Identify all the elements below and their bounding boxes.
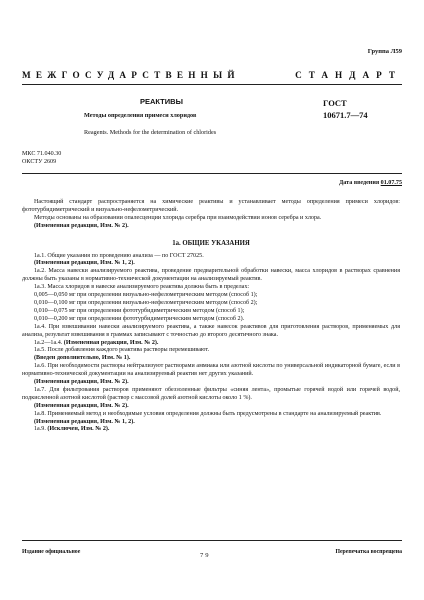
range-item: 0,010—0,200 мг при определении фототурбидиметрическим методом (способ 2). <box>34 315 245 322</box>
edit-note: (Введен дополнительно, Изм. № 1). <box>34 355 131 362</box>
edit-note-combined: 1а.2—1а.4. (Измененная редакция, Изм. № 2). <box>34 339 159 346</box>
date-label: Дата введения <box>339 180 380 186</box>
edit-note: (Измененная редакция, Изм. № 2). <box>34 222 129 229</box>
clause-excluded: 1а.9. (Исключен, Изм. № 2). <box>34 426 110 433</box>
clause: 1а.2. Масса навески анализируемого реактива, проведение предварительной обработки навески, масса хлоридов в растворах сравнения должны быть указаны в нормативно-технической документации на анализируемый реактив. <box>22 268 400 283</box>
edit-note: (Измененная редакция, Изм. № 2). <box>34 379 129 386</box>
intro-paragraph: Настоящий стандарт распространяется на химические реактивы и устанавливает методы определения примеси хлоридов: фототурбидиметрический и визуально-нефелометрический. <box>22 199 400 213</box>
clause: 1а.5. После добавления каждого реактива растворы перемешивают. <box>34 347 210 354</box>
clause: 1а.1. Общие указания по проведению анализа — по ГОСТ 27025. <box>34 252 204 259</box>
clause: 1а.3. Масса хлоридов в навеске анализируемого реактива должна быть в пределах: <box>34 284 250 291</box>
section-heading: 1а. ОБЩИЕ УКАЗАНИЯ <box>172 239 250 247</box>
range-item: 0,010—0,075 мг при определении фототурбидиметрическим методом (способ 1); <box>34 307 245 314</box>
document-subtitle-ru: Методы определения примеси хлоридов <box>84 112 197 119</box>
edit-note: (Измененная редакция, Изм. № 1, 2). <box>34 260 135 267</box>
edit-note: (Измененная редакция, Изм. № 1, 2). <box>34 418 135 425</box>
document-subtitle-en: Reagents. Methods for the determination of chlorides <box>84 129 217 136</box>
page-number: 79 <box>200 552 211 559</box>
clause: 1а.4. При взвешивании навески анализируемого реактива, а также навесок реактивов для приготовления растворов, применяемых для анализа, результат взвешивания в граммах записывают с точностью до второго десятичного знака. <box>22 323 400 338</box>
effective-date <box>339 180 402 186</box>
footer-reprint: Перепечатка воспрещена <box>335 549 402 555</box>
classification-codes <box>22 150 61 166</box>
okstu-code: ОКСТУ 2609 <box>22 159 57 165</box>
range-item: 0,010—0,100 мг при определении визуально-нефелометрическим методом (способ 2); <box>34 299 258 306</box>
intro-paragraph: Методы основаны на образовании опалесценции хлорида серебра при взаимодействии ионов серебра и хлора. <box>34 214 322 221</box>
range-item: 0,005—0,050 мг при определении визуально-нефелометрическим методом (способ 1); <box>34 292 258 299</box>
header-rule <box>22 173 402 174</box>
clause: 1а.7. Для фильтрования растворов применяют обеззоленные фильтры «синяя лента», промытые горячей водой или горячей водой, подкисленной азотной кислотой (раствор с массовой долей азотной кислоты около 1 %). <box>22 386 400 401</box>
edit-note: (Измененная редакция, Изм. № 2). <box>34 402 129 409</box>
group-code: Группа Л59 <box>367 48 402 55</box>
document-title: РЕАКТИВЫ <box>140 97 183 106</box>
footer-official: Издание официальное <box>22 549 81 555</box>
footer-rule <box>22 540 402 541</box>
banner-left: МЕЖГОСУДАРСТВЕННЫЙ <box>22 70 240 80</box>
mks-code: МКС 71.040.30 <box>22 151 62 157</box>
banner-right: СТАНДАРТ <box>295 70 402 80</box>
clause: 1а.8. Применяемый метод и необходимые условия определения должны быть предусмотрены в стандарте на анализируемый реактив. <box>34 410 382 417</box>
clause: 1а.6. При необходимости растворы нейтрализуют растворами аммиака или азотной кислоты по универсальной индикаторной бумаге, если в нормативно-технической документации на анализируемый реактив нет других указаний. <box>22 363 400 378</box>
gost-number: 10671.7—74 <box>323 110 368 120</box>
date-value: 01.07.75 <box>380 180 402 186</box>
document-body <box>22 199 400 434</box>
gost-label: ГОСТ <box>323 98 347 108</box>
top-rule <box>22 84 402 85</box>
